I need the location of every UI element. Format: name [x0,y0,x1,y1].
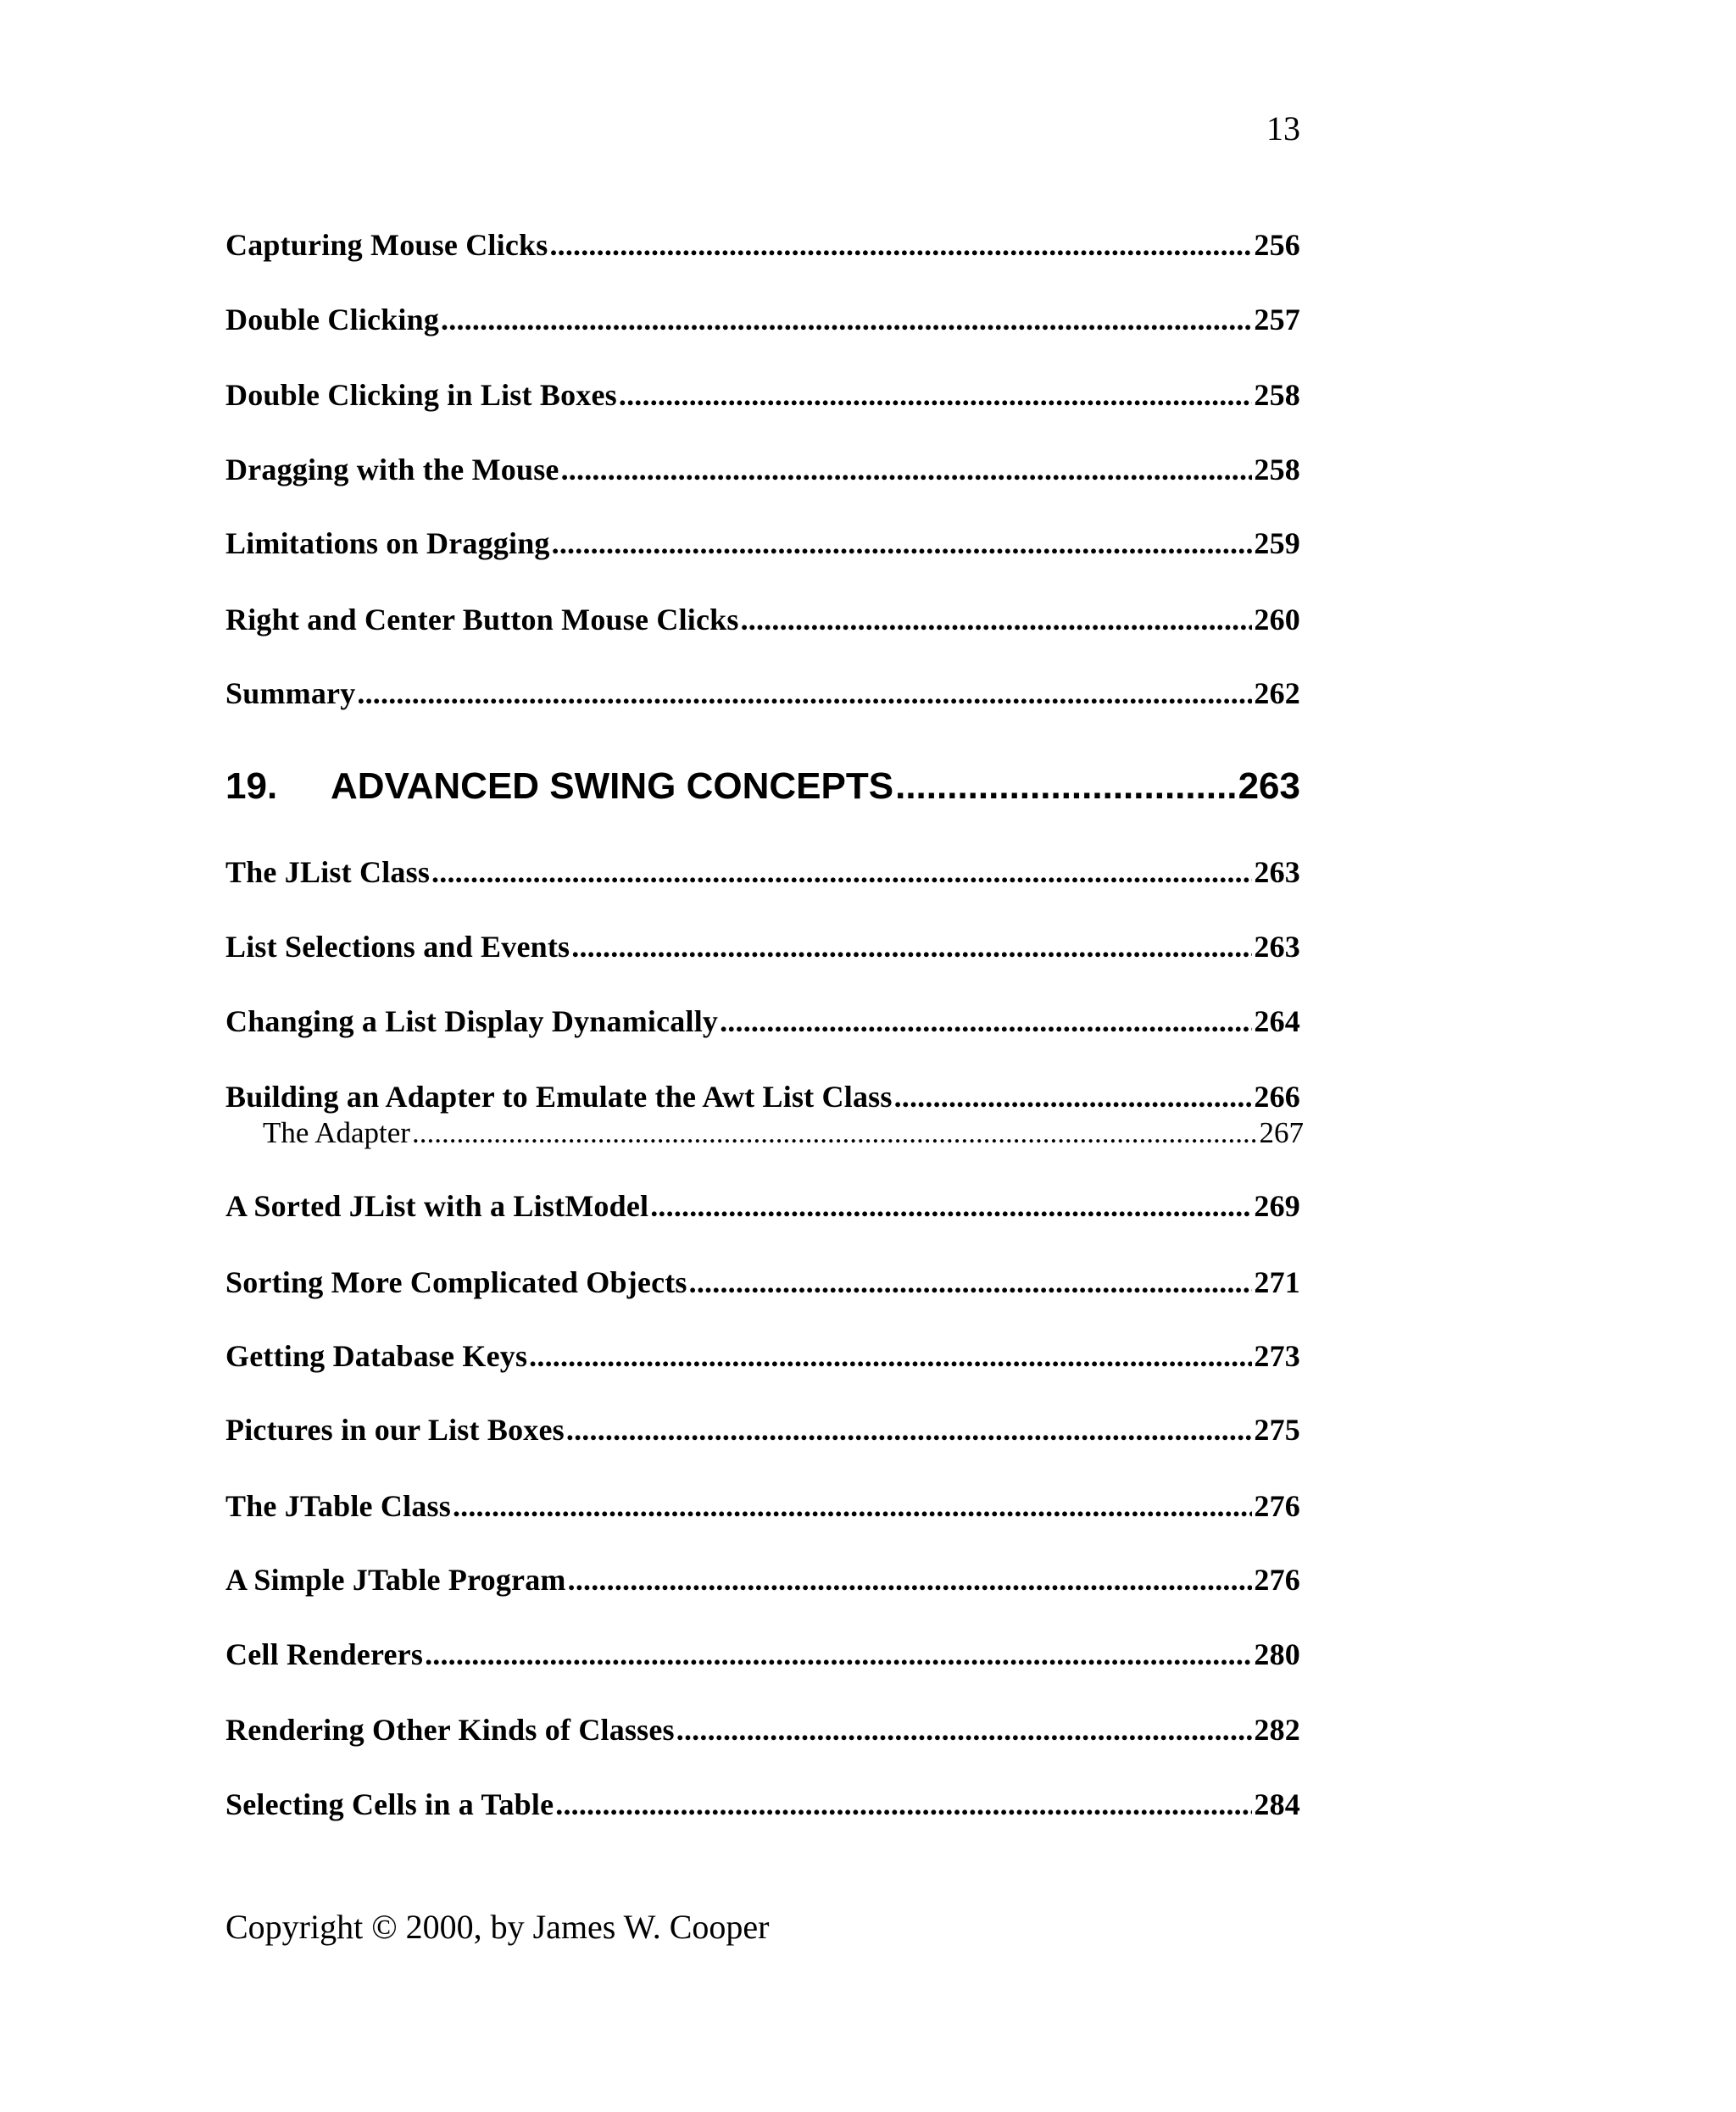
toc-dot-leader [571,925,1252,968]
toc-subentry-the-adapter[interactable] [263,1114,1304,1152]
toc-dot-leader [357,672,1252,714]
toc-entry-right-center-button[interactable] [225,598,1300,641]
toc-entry-title: Capturing Mouse Clicks [225,228,548,262]
toc-entry-title: The JList Class [225,855,431,889]
toc-entry-page: 284 [1254,1787,1300,1821]
toc-entry-double-clicking-list-boxes[interactable] [225,374,1300,416]
toc-entry-page: 263 [1254,855,1300,889]
toc-entry-sorted-jlist[interactable] [225,1185,1300,1227]
toc-dot-leader [561,448,1253,491]
toc-entry-page: 256 [1254,228,1300,262]
toc-entry-title: A Simple JTable Program [225,1563,566,1597]
toc-entry-sorting-complicated[interactable] [225,1261,1300,1303]
toc-dot-leader [650,1185,1252,1227]
toc-entry-list-selections[interactable] [225,925,1300,968]
toc-entry-page: 258 [1254,453,1300,486]
toc-entry-page: 258 [1254,378,1300,412]
toc-entry-page: 280 [1254,1637,1300,1671]
toc-dot-leader [676,1709,1253,1751]
toc-entry-page: 282 [1254,1713,1300,1747]
toc-entry-page: 276 [1254,1489,1300,1523]
toc-dot-leader [619,374,1253,416]
toc-entry-page: 260 [1254,603,1300,636]
chapter-title [225,761,893,812]
toc-entry-simple-jtable[interactable] [225,1559,1300,1601]
toc-dot-leader [453,1485,1252,1527]
toc-entry-page: 263 [1254,930,1300,964]
toc-entry-title: Summary [225,676,356,710]
toc-entry-page: 259 [1254,526,1300,560]
toc-entry-page: 262 [1254,676,1300,710]
toc-entry-title: The Adapter [263,1116,410,1149]
toc-entry-pictures-list-boxes[interactable] [225,1409,1300,1451]
toc-entry-building-adapter[interactable] [225,1075,1300,1118]
toc-entry-title: Getting Database Keys [225,1339,528,1373]
toc-dot-leader [425,1633,1252,1676]
toc-entry-title: Cell Renderers [225,1637,424,1671]
toc-dot-leader [568,1559,1253,1601]
toc-entry-title: Changing a List Display Dynamically [225,1004,719,1038]
toc-entry-page: 266 [1254,1080,1300,1114]
toc-entry-title: Right and Center Button Mouse Clicks [225,603,739,636]
toc-entry-changing-list-display[interactable] [225,1000,1300,1042]
toc-entry-title: Rendering Other Kinds of Classes [225,1713,675,1747]
toc-dot-leader [441,298,1252,341]
chapter-title-text: ADVANCED SWING CONCEPTS [331,765,894,807]
toc-entry-page: 257 [1254,303,1300,336]
toc-entry-title: The JTable Class [225,1489,451,1523]
toc-entry-title: Double Clicking [225,303,440,336]
toc-dot-leader [566,1409,1253,1451]
toc-entry-page: 275 [1254,1413,1300,1447]
toc-entry-jtable-class[interactable] [225,1485,1300,1527]
chapter-page: 263 [1238,765,1300,807]
toc-dot-leader [741,598,1253,641]
toc-entry-rendering-other[interactable] [225,1709,1300,1751]
toc-entry-capturing-mouse-clicks[interactable] [225,224,1300,266]
toc-entry-selecting-cells[interactable] [225,1783,1300,1826]
toc-entry-title: Sorting More Complicated Objects [225,1265,687,1299]
toc-entry-page: 276 [1254,1563,1300,1597]
toc-dot-leader [555,1783,1252,1826]
toc-entry-title: Dragging with the Mouse [225,453,559,486]
toc-dot-leader [431,851,1252,893]
toc-entry-page: 273 [1254,1339,1300,1373]
toc-entry-page: 264 [1254,1004,1300,1038]
toc-entry-title: Pictures in our List Boxes [225,1413,565,1447]
copyright-footer: Copyright © 2000, by James W. Cooper [225,1908,770,1946]
toc-dot-leader [689,1261,1253,1303]
page-number: 13 [1266,109,1300,147]
toc-entry-page: 267 [1259,1116,1304,1149]
toc-dot-leader [894,1075,1253,1118]
toc-dot-leader [549,224,1252,266]
toc-entry-database-keys[interactable] [225,1335,1300,1377]
toc-entry-title: Building an Adapter to Emulate the Awt List Class [225,1080,893,1114]
toc-dot-leader [895,761,1236,812]
toc-dot-leader [552,522,1253,564]
toc-entry-title: Limitations on Dragging [225,526,550,560]
chapter-number: 19. [225,765,278,807]
toc-entry-page: 271 [1254,1265,1300,1299]
toc-chapter-heading[interactable] [225,761,1300,812]
toc-entry-summary[interactable] [225,672,1300,714]
toc-entry-dragging-with-mouse[interactable] [225,448,1300,491]
toc-dot-leader [412,1114,1258,1152]
toc-entry-double-clicking[interactable] [225,298,1300,341]
toc-entry-title: List Selections and Events [225,930,570,964]
toc-entry-title: A Sorted JList with a ListModel [225,1189,649,1223]
toc-entry-jlist-class[interactable] [225,851,1300,893]
toc-entry-title: Double Clicking in List Boxes [225,378,617,412]
toc-dot-leader [720,1000,1252,1042]
toc-entry-title: Selecting Cells in a Table [225,1787,554,1821]
toc-entry-cell-renderers[interactable] [225,1633,1300,1676]
toc-dot-leader [529,1335,1252,1377]
toc-entry-limitations-on-dragging[interactable] [225,522,1300,564]
toc-entry-page: 269 [1254,1189,1300,1223]
